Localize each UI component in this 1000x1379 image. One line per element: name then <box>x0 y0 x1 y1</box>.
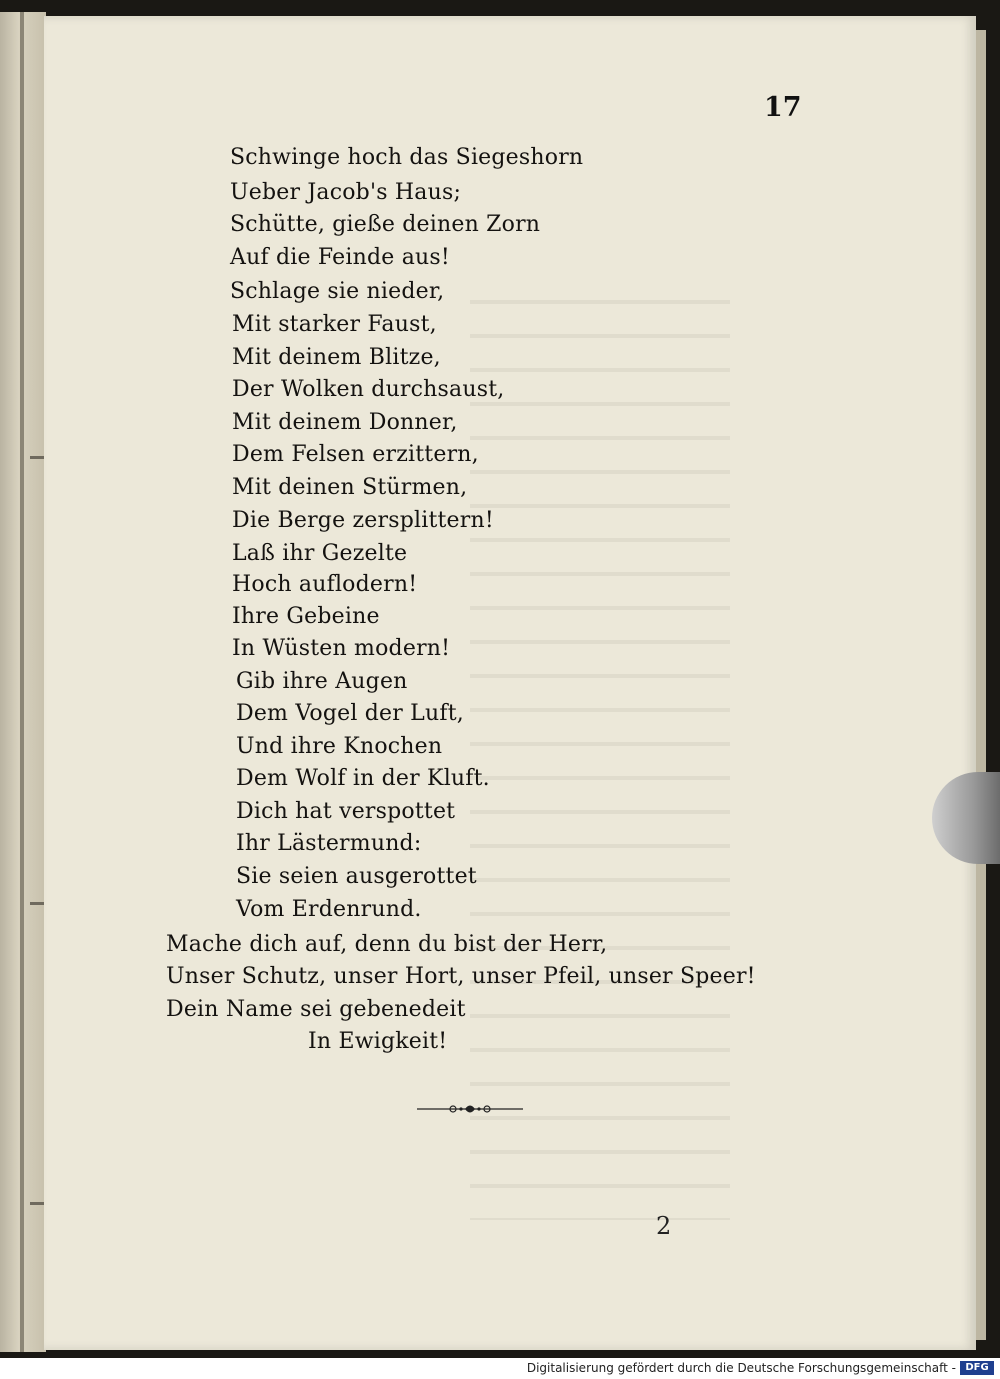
ornament-divider <box>415 1098 525 1120</box>
poem-line: Vom Erdenrund. <box>236 897 422 922</box>
adjacent-page-edge <box>0 12 46 1352</box>
binding-stitch <box>30 456 44 459</box>
poem-line: Mit starker Faust, <box>232 312 437 337</box>
poem-line: Der Wolken durchsaust, <box>232 377 505 402</box>
signature-mark: 2 <box>656 1212 672 1240</box>
poem-line: Sie seien ausgerottet <box>236 864 477 889</box>
poem-line: Mit deinen Stürmen, <box>232 475 468 500</box>
poem-line: Dem Felsen erzittern, <box>232 442 479 467</box>
poem-line: Hoch auflodern! <box>232 572 418 597</box>
poem-line: Schütte, gieße deinen Zorn <box>230 212 541 237</box>
show-through-text <box>470 300 730 1220</box>
poem-line: Ueber Jacob's Haus; <box>230 180 462 205</box>
poem-line: Mache dich auf, denn du bist der Herr, <box>166 932 608 957</box>
poem-line: Dem Vogel der Luft, <box>236 701 464 726</box>
footer-credit: Digitalisierung gefördert durch die Deutsche Forschungsgemeinschaft - <box>526 1361 956 1375</box>
poem-line: Dem Wolf in der Kluft. <box>236 766 490 791</box>
poem-line: Und ihre Knochen <box>236 734 443 759</box>
poem-line: Mit deinem Blitze, <box>232 345 441 370</box>
poem-line: Schlage sie nieder, <box>230 279 445 304</box>
poem-line: Ihr Lästermund: <box>236 831 422 856</box>
poem-line: Unser Schutz, unser Hort, unser Pfeil, unser Speer! <box>166 964 756 989</box>
poem-line: Ihre Gebeine <box>232 604 380 629</box>
binding-stitch <box>30 902 44 905</box>
poem-line: Schwinge hoch das Siegeshorn <box>230 145 584 170</box>
page-number: 17 <box>764 92 802 123</box>
poem-line: Mit deinem Donner, <box>232 410 458 435</box>
poem-line: Gib ihre Augen <box>236 669 408 694</box>
poem-line: Laß ihr Gezelte <box>232 541 408 566</box>
poem-line: Auf die Feinde aus! <box>230 245 450 270</box>
poem-line: Die Berge zersplittern! <box>232 508 494 533</box>
poem-line: Dein Name sei gebenedeit <box>166 997 466 1022</box>
poem-line: In Wüsten modern! <box>232 636 451 661</box>
poem-line: In Ewigkeit! <box>308 1029 448 1054</box>
binding-stitch <box>30 1202 44 1205</box>
footer-bar <box>0 1358 1000 1379</box>
poem-line: Dich hat verspottet <box>236 799 456 824</box>
dfg-logo: DFG <box>960 1361 994 1375</box>
